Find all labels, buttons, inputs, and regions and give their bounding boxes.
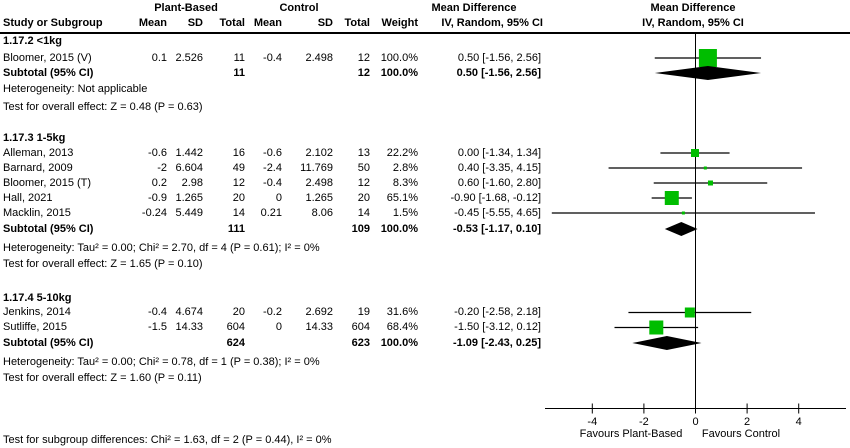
study-c_total: 12 xyxy=(357,51,370,64)
col-header-weight: Weight xyxy=(381,17,418,29)
study-e_total: 16 xyxy=(232,146,245,159)
study-weight_text: 68.4% xyxy=(386,321,418,333)
axis-tick-label: 0 xyxy=(692,416,699,428)
col-header-sd-ctl: SD xyxy=(317,17,333,29)
section-label-row xyxy=(0,34,850,49)
study-c_sd: 2.102 xyxy=(305,146,333,159)
study-c_sd: 1.265 xyxy=(305,191,333,204)
study-e_total: 20 xyxy=(232,191,245,204)
axis-tick-label: -4 xyxy=(587,416,598,428)
study-e_sd: 6.604 xyxy=(175,161,203,174)
study-e_mean: 0.1 xyxy=(151,51,167,64)
overall-effect-note: Test for overall effect: Z = 1.65 (P = 0.10) xyxy=(3,257,203,270)
heterogeneity-row xyxy=(0,355,850,370)
study-c_sd: 2.692 xyxy=(305,306,333,318)
col-header-total-exp: Total xyxy=(219,17,245,29)
col-header-study: Study or Subgroup xyxy=(3,17,103,29)
study-c_mean: 0 xyxy=(275,321,282,333)
study-row xyxy=(0,320,850,335)
study-e_mean: -1.5 xyxy=(148,321,167,333)
subtotal-c-total: 12 xyxy=(357,66,370,79)
col-header-mean-exp: Mean xyxy=(138,17,167,29)
study-e_sd: 14.33 xyxy=(175,321,203,333)
subtotal-ci: -1.09 [-2.43, 0.25] xyxy=(452,336,541,349)
mean-difference-title-left: Mean Difference xyxy=(431,2,517,14)
study-c_total: 50 xyxy=(357,161,370,174)
study-name: Bloomer, 2015 (T) xyxy=(3,176,92,189)
subgroup-differences-note: Test for subgroup differences: Chi² = 1.63, df = 2 (P = 0.44), I² = 0% xyxy=(3,434,332,446)
overall-effect-note: Test for overall effect: Z = 1.60 (P = 0.11) xyxy=(3,371,202,384)
study-name: Bloomer, 2015 (V) xyxy=(3,51,92,64)
study-row xyxy=(0,176,850,191)
study-c_total: 20 xyxy=(357,191,370,204)
study-c_mean: -0.6 xyxy=(263,146,282,159)
study-c_total: 13 xyxy=(357,146,370,159)
group-header-control: Control xyxy=(279,2,319,14)
favours-left-label: Favours Plant-Based xyxy=(579,428,683,440)
heterogeneity-note: Heterogeneity: Tau² = 0.00; Chi² = 0.78, df = 1 (P = 0.38); I² = 0% xyxy=(3,356,320,368)
section-label: 1.17.2 <1kg xyxy=(3,34,63,47)
heterogeneity-row xyxy=(0,241,850,256)
study-e_mean: 0.2 xyxy=(151,176,167,189)
study-ci: -0.90 [-1.68, -0.12] xyxy=(450,191,541,204)
study-weight_text: 8.3% xyxy=(392,176,418,189)
section-label-row xyxy=(0,131,850,146)
study-e_total: 14 xyxy=(232,206,245,219)
heterogeneity-note: Heterogeneity: Not applicable xyxy=(3,82,148,95)
study-c_sd: 2.498 xyxy=(305,51,333,64)
subtotal-ci: -0.53 [-1.17, 0.10] xyxy=(452,222,541,235)
group-header-experimental: Plant-Based xyxy=(154,2,218,14)
study-e_total: 11 xyxy=(233,51,245,64)
axis-tick-label: 2 xyxy=(744,416,751,428)
study-e_mean: -0.6 xyxy=(148,146,167,159)
section-label: 1.17.4 5-10kg xyxy=(3,291,72,304)
col-header-method-left: IV, Random, 95% CI xyxy=(441,17,543,29)
subtotal-weight: 100.0% xyxy=(380,222,418,235)
study-weight_text: 31.6% xyxy=(386,306,418,318)
study-c_total: 604 xyxy=(351,321,370,333)
study-c_total: 19 xyxy=(357,306,370,318)
study-c_mean: -0.4 xyxy=(263,51,282,64)
axis-tick-label: -2 xyxy=(639,416,649,428)
study-weight_text: 65.1% xyxy=(386,191,418,204)
subtotal-row xyxy=(0,222,850,237)
study-name: Hall, 2021 xyxy=(3,191,53,204)
subtotal-label: Subtotal (95% CI) xyxy=(3,336,94,349)
study-e_sd: 2.98 xyxy=(181,176,203,189)
group-header-row xyxy=(0,1,850,16)
col-header-sd-exp: SD xyxy=(187,17,203,29)
study-weight_text: 22.2% xyxy=(386,146,418,159)
study-ci: -1.50 [-3.12, 0.12] xyxy=(454,321,541,333)
study-ci: -0.45 [-5.55, 4.65] xyxy=(454,206,541,219)
study-e_total: 20 xyxy=(232,306,245,318)
study-name: Macklin, 2015 xyxy=(3,206,71,219)
subtotal-weight: 100.0% xyxy=(380,66,418,79)
subtotal-weight: 100.0% xyxy=(380,336,418,349)
study-c_total: 12 xyxy=(357,176,370,189)
subtotal-e-total: 111 xyxy=(227,222,245,235)
subtotal-row xyxy=(0,66,850,81)
study-c_mean: 0.21 xyxy=(260,206,282,219)
subtotal-label: Subtotal (95% CI) xyxy=(3,66,94,79)
study-name: Sutliffe, 2015 xyxy=(3,321,68,333)
study-row xyxy=(0,305,850,320)
subtotal-row xyxy=(0,336,850,351)
subtotal-c-total: 109 xyxy=(351,222,370,235)
study-c_total: 14 xyxy=(357,206,370,219)
study-c_sd: 14.33 xyxy=(305,321,333,333)
study-name: Alleman, 2013 xyxy=(3,146,74,159)
study-c_mean: -2.4 xyxy=(263,161,282,174)
study-e_sd: 1.442 xyxy=(175,146,203,159)
study-c_mean: -0.2 xyxy=(263,306,282,318)
section-label: 1.17.3 1-5kg xyxy=(3,131,66,144)
study-row xyxy=(0,146,850,161)
study-e_mean: -2 xyxy=(157,161,167,174)
study-e_sd: 4.674 xyxy=(175,306,203,318)
study-e_mean: -0.24 xyxy=(141,206,167,219)
study-ci: 0.00 [-1.34, 1.34] xyxy=(457,146,541,159)
study-weight_text: 1.5% xyxy=(392,206,418,219)
col-header-mean-ctl: Mean xyxy=(253,17,282,29)
study-row xyxy=(0,161,850,176)
study-row xyxy=(0,51,850,66)
study-ci: 0.40 [-3.35, 4.15] xyxy=(457,161,541,174)
study-c_sd: 11.769 xyxy=(300,161,333,174)
subtotal-label: Subtotal (95% CI) xyxy=(3,222,94,235)
subtotal-c-total: 623 xyxy=(351,336,370,349)
study-e_sd: 5.449 xyxy=(175,206,203,219)
section-label-row xyxy=(0,291,850,306)
overall-effect-row xyxy=(0,257,850,272)
favours-right-label: Favours Control xyxy=(701,428,781,440)
heterogeneity-row xyxy=(0,82,850,97)
study-weight_text: 2.8% xyxy=(392,161,418,174)
axis-tick-label: 4 xyxy=(795,416,802,428)
subtotal-ci: 0.50 [-1.56, 2.56] xyxy=(456,66,541,79)
study-e_total: 49 xyxy=(232,161,245,174)
study-e_total: 604 xyxy=(226,321,245,333)
study-row xyxy=(0,191,850,206)
study-name: Jenkins, 2014 xyxy=(3,306,71,318)
study-weight_text: 100.0% xyxy=(380,51,418,64)
col-header-total-ctl: Total xyxy=(344,17,370,29)
subtotal-e-total: 624 xyxy=(226,336,245,349)
overall-effect-row xyxy=(0,371,850,386)
study-c_sd: 8.06 xyxy=(311,206,333,219)
study-e_sd: 1.265 xyxy=(175,191,203,204)
study-e_total: 12 xyxy=(232,176,245,189)
study-e_sd: 2.526 xyxy=(175,51,203,64)
study-ci: -0.20 [-2.58, 2.18] xyxy=(454,306,541,318)
column-header-row xyxy=(0,16,850,31)
study-ci: 0.60 [-1.60, 2.80] xyxy=(457,176,541,189)
study-row xyxy=(0,206,850,221)
col-header-method-right: IV, Random, 95% CI xyxy=(642,17,744,29)
study-e_mean: -0.9 xyxy=(148,191,167,204)
overall-effect-row xyxy=(0,100,850,115)
subtotal-e-total: 11 xyxy=(233,66,245,79)
overall-effect-note: Test for overall effect: Z = 0.48 (P = 0.63) xyxy=(3,100,203,113)
study-e_mean: -0.4 xyxy=(148,306,167,318)
study-ci: 0.50 [-1.56, 2.56] xyxy=(457,51,541,64)
study-c_sd: 2.498 xyxy=(305,176,333,189)
mean-difference-title-right: Mean Difference xyxy=(650,2,736,14)
study-name: Barnard, 2009 xyxy=(3,161,73,174)
study-c_mean: -0.4 xyxy=(263,176,282,189)
study-c_mean: 0 xyxy=(275,191,282,204)
heterogeneity-note: Heterogeneity: Tau² = 0.00; Chi² = 2.70, df = 4 (P = 0.61); I² = 0% xyxy=(3,241,320,254)
